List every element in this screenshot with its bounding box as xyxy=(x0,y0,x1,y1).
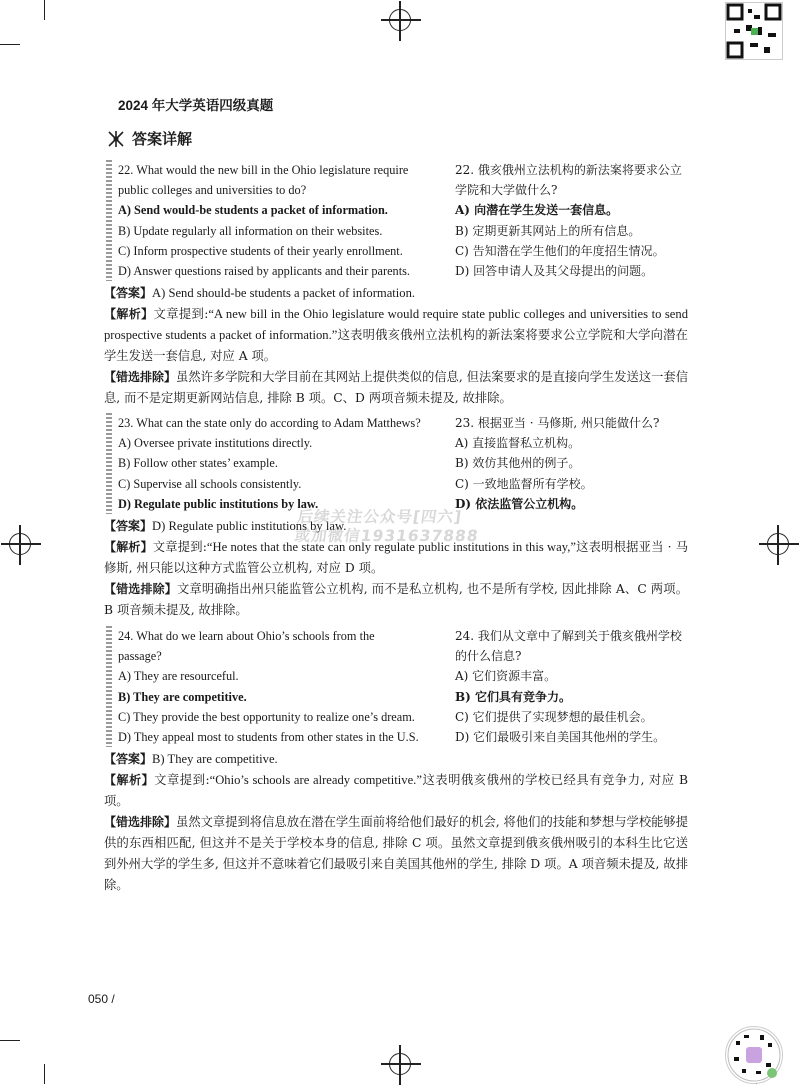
option-c-zh: C) 它们提供了实现梦想的最佳机会。 xyxy=(455,709,653,724)
section-title-text: 答案详解 xyxy=(132,130,193,148)
analysis-quote: “A new bill in the Ohio legislature would require state public colleges and universities to send prospective students a packet of information.” xyxy=(104,307,688,342)
registration-mark xyxy=(389,1053,411,1075)
option-a-zh: A) 它们资源丰富。 xyxy=(455,669,557,684)
exclude-tag: 【错选排除】 xyxy=(104,815,177,829)
question-block-22 xyxy=(106,160,696,281)
analysis-tag: 【解析】 xyxy=(104,307,154,321)
option-a: A) They are resourceful. xyxy=(118,669,239,684)
question-stem-zh: 的什么信息? xyxy=(455,649,522,664)
option-d-zh: D) 回答申请人及其父母提出的问题。 xyxy=(455,263,654,278)
option-a: A) Oversee private institutions directly. xyxy=(118,436,313,451)
qr-code-image xyxy=(725,1026,783,1084)
question-stem-zh: 22. 俄亥俄州立法机构的新法案将要求公立 xyxy=(455,163,682,177)
analysis-pre: 文章提到: xyxy=(154,773,210,787)
registration-mark xyxy=(389,9,411,31)
question-block-24 xyxy=(106,626,696,747)
analysis-tag: 【解析】 xyxy=(104,540,153,554)
analysis-pre: 文章提到: xyxy=(152,540,207,554)
option-d: D) They appeal most to students from other states in the U.S. xyxy=(118,729,419,744)
option-d-zh-correct: D) 依法监管公立机构。 xyxy=(455,496,584,511)
option-b: B) Update regularly all information on their websites. xyxy=(118,223,383,238)
registration-mark xyxy=(9,533,31,555)
option-b-zh-correct: B) 它们具有竞争力。 xyxy=(455,689,571,704)
crop-mark xyxy=(0,44,20,45)
answer-text: D) Regulate public institutions by law. xyxy=(152,519,347,533)
watermark xyxy=(293,508,482,546)
option-c: C) They provide the best opportunity to realize one’s dream. xyxy=(118,709,415,724)
exclude-text: 虽然许多学院和大学目前在其网站上提供类似的信息, 但法案要求的是直接向学生发送这一套信息, 而不是定期更新网站信息, 排除 B 项。C、D 两项音频未提及, 故排除。 xyxy=(104,370,689,405)
answer-text: A) Send should-be students a packet of information. xyxy=(152,286,416,300)
option-c: C) Supervise all schools consistently. xyxy=(118,476,302,491)
analysis-quote: “He notes that the state can only regulate public institutions in this way,” xyxy=(206,540,576,554)
option-a-correct: A) Send would-be students a packet of information. xyxy=(118,203,388,218)
option-a-zh: A) 直接监督私立机构。 xyxy=(455,436,581,451)
option-a-zh-correct: A) 向潜在学生发送一套信息。 xyxy=(455,203,619,218)
answer-tag: 【答案】 xyxy=(104,752,153,766)
exclude-text: 文章明确指出州只能监管公立机构, 而不是私立机构, 也不是所有学校, 因此排除 A、C 两项。B 项音频未提及, 故排除。 xyxy=(104,582,688,617)
question-chinese xyxy=(455,413,700,514)
explanation-22 xyxy=(104,283,688,409)
question-chinese xyxy=(455,626,700,747)
option-b-correct: B) They are competitive. xyxy=(118,689,247,704)
analysis-post: 这表明俄亥俄州的学校已经具有竞争力, 对应 B 项。 xyxy=(104,773,688,808)
question-english xyxy=(118,413,448,514)
watermark-line: 后续关注公众号[四六] xyxy=(296,508,464,526)
analysis-pre: 文章提到: xyxy=(153,307,209,321)
analysis-line xyxy=(104,304,688,367)
exclude-line xyxy=(104,812,688,896)
crop-mark xyxy=(44,1064,45,1084)
crop-mark xyxy=(0,1040,20,1041)
answer-line xyxy=(104,749,688,770)
crop-mark xyxy=(44,0,45,20)
quote-bar xyxy=(106,626,112,747)
question-stem: public colleges and universities to do? xyxy=(118,183,307,198)
analysis-line xyxy=(104,770,688,812)
option-c-zh: C) 告知潜在学生他们的年度招生情况。 xyxy=(455,243,665,258)
question-stem: 23. What can the state only do according to Adam Matthews? xyxy=(118,416,421,430)
option-b-zh: B) 定期更新其网站上的所有信息。 xyxy=(455,223,641,238)
answer-tag: 【答案】 xyxy=(104,286,153,300)
analysis-post: 这表明俄亥俄州立法机构的新法案将要求公立学院和大学向潜在学生发送一套信息, 对应 A 项。 xyxy=(104,328,688,363)
answer-text: B) They are competitive. xyxy=(152,752,278,766)
page-number: 050 / xyxy=(88,992,115,1006)
exclude-tag: 【错选排除】 xyxy=(104,582,177,596)
analysis-quote: “Ohio’s schools are already competitive.” xyxy=(209,773,422,787)
question-stem: passage? xyxy=(118,649,162,664)
quote-bar xyxy=(106,160,112,281)
question-stem: 24. What do we learn about Ohio’s schools from the xyxy=(118,629,375,643)
question-stem: 22. What would the new bill in the Ohio legislature require xyxy=(118,163,409,177)
answer-tag: 【答案】 xyxy=(104,519,153,533)
watermark-line: 或加微信1931637888 xyxy=(293,527,480,545)
quote-bar xyxy=(106,413,112,514)
option-c-zh: C) 一致地监督所有学校。 xyxy=(455,476,593,491)
question-block-23 xyxy=(106,413,696,514)
analysis-post: 这表明根据亚当 · 马修斯, 州只能以这种方式监管公立机构, 对应 D 项。 xyxy=(104,540,688,575)
flower-icon xyxy=(106,129,126,149)
option-c: C) Inform prospective students of their yearly enrollment. xyxy=(118,243,403,258)
analysis-tag: 【解析】 xyxy=(104,773,155,787)
explanation-24 xyxy=(104,749,688,896)
question-chinese xyxy=(455,160,700,281)
option-d-zh: D) 它们最吸引来自美国其他州的学生。 xyxy=(455,729,666,744)
registration-mark xyxy=(767,533,789,555)
question-english xyxy=(118,160,448,281)
question-stem-zh: 学院和大学做什么? xyxy=(455,183,558,198)
question-english xyxy=(118,626,448,747)
qr-code-image xyxy=(725,2,783,60)
question-stem-zh: 23. 根据亚当 · 马修斯, 州只能做什么? xyxy=(455,416,660,430)
section-title xyxy=(106,128,192,149)
option-b-zh: B) 效仿其他州的例子。 xyxy=(455,456,581,471)
option-d-correct: D) Regulate public institutions by law. xyxy=(118,496,319,511)
exclude-line xyxy=(104,367,688,409)
exclude-text: 虽然文章提到将信息放在潜在学生面前将给他们最好的机会, 将他们的技能和梦想与学校能够提供的东西相匹配, 但这并不是关于学校本身的信息, 排除 C 项。虽然文章提到俄亥俄州吸引的本科生比它送到外州大学的学生多, 但这并不意味着它们最吸引来自美国其他州的学生, 排除 D 项。A 项音频未提及, 故排除。 xyxy=(104,815,689,892)
option-b: B) Follow other states’ example. xyxy=(118,456,278,471)
exclude-line xyxy=(104,579,688,621)
option-d: D) Answer questions raised by applicants and their parents. xyxy=(118,263,410,278)
question-stem-zh: 24. 我们从文章中了解到关于俄亥俄州学校 xyxy=(455,629,682,643)
page-header: 2024 年大学英语四级真题 xyxy=(118,98,274,113)
exclude-tag: 【错选排除】 xyxy=(104,370,177,384)
answer-line xyxy=(104,283,688,304)
